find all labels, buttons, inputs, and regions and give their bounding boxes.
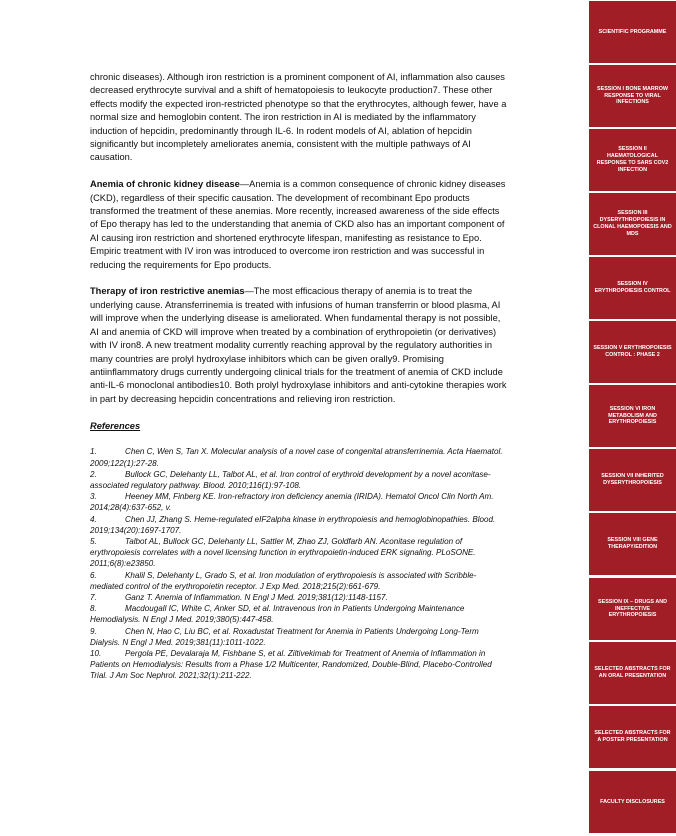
therapy-text: —The most efficacious therapy of anemia is to treat the underlying cause. Atransferrinemia is treated with infusions of human transferrin or blood plasma, AI will improve when the underlying disease is ameliorated. When fundamental therapy is not possible, AI and anemia of CKD will improve when treated by a combination of erythropoietin (or derivatives) with IV iron8. A new treatment modality currently reaching approval by the regulatory authorities in many countries are prolyl hydroxylase inhibitors which can be given orally9. Promising antiinflammatory drugs currently undergoing clinical trials for the treatment of anemia of CKD include anti-IL-6 monoclonal antibodies10. Both prolyl hydroxylase inhibitors and anti-cytokine therapies work in part by decreasing hepcidin concentrations and relieving iron restriction. bbox=[90, 286, 507, 404]
references-heading: References bbox=[90, 420, 141, 431]
reference-item: 10. Pergola PE, Devalaraja M, Fishbane S, et al. Ziltivekimab for Treatment of Anemia of Inflammation in Patients on Hemodialysis: Results from a Phase 1/2 Multicenter, Randomized, Double-Blind, Placebo-Controlled Trial. J Am Soc Nephrol. 2021;32(1):211-222. bbox=[90, 648, 492, 681]
paragraph-therapy bbox=[90, 285, 508, 406]
tab-session-9[interactable]: SESSION IX – DRUGS AND INEFFECTIVE ERYTHROPOIESIS bbox=[589, 578, 676, 640]
reference-item: 7. Ganz T. Anemia of Inflammation. N Engl J Med. 2019;381(12):1148-1157. bbox=[90, 592, 388, 602]
tab-session-4[interactable]: SESSION IV ERYTHROPOIESIS CONTROL bbox=[589, 257, 676, 319]
tab-session-6[interactable]: SESSION VI IRON METABOLISM AND ERYTHROPOIESIS bbox=[589, 385, 676, 447]
reference-item: 5. Talbot AL, Bullock GC, Delehanty LL, Sattler M, Zhao ZJ, Goldfarb AN. Aconitase regulation of erythropoiesis correlates with a novel licensing function in erythropoietin-induced ERK signaling. PLoSONE. 2011;6(8):e23850. bbox=[90, 536, 476, 569]
reference-item: 8. Macdougall IC, White C, Anker SD, et al. Intravenous Iron in Patients Undergoing Maintenance Hemodialysis. N Engl J Med. 2019;380(5):447-458. bbox=[90, 604, 465, 625]
therapy-heading: Therapy of iron restrictive anemias bbox=[90, 286, 245, 297]
tab-poster-abstracts[interactable]: SELECTED ABSTRACTS FOR A POSTER PRESENTATION bbox=[589, 706, 676, 768]
tab-faculty-disclosures[interactable]: FACULTY DISCLOSURES bbox=[589, 771, 676, 833]
tab-session-8[interactable]: SESSION VIII GENE THERAPY/EDITION bbox=[589, 513, 676, 575]
tab-session-3[interactable]: SESSION III DYSERYTHROPOIESIS IN CLONAL HAEMOPOIESIS AND MDS bbox=[589, 193, 676, 255]
tab-session-1[interactable]: SESSION I BONE MARROW RESPONSE TO VIRAL INFECTIONS bbox=[589, 65, 676, 127]
reference-item: 4. Chen JJ, Zhang S. Heme-regulated eIF2alpha kinase in erythropoiesis and hemoglobinopathies. Blood. 2019;134(20):1697-1707. bbox=[90, 514, 496, 535]
tab-session-5[interactable]: SESSION V ERYTHROPOIESIS CONTROL : PHASE 2 bbox=[589, 321, 676, 383]
reference-item: 3. Heeney MM, Finberg KE. Iron-refractory iron deficiency anemia (IRIDA). Hematol Oncol Clin North Am. 2014;28(4):637-652, v. bbox=[90, 492, 494, 513]
reference-item: 1. Chen C, Wen S, Tan X. Molecular analysis of a novel case of congenital atransferrinemia. Acta Haematol. 2009;122(1):27-28. bbox=[90, 447, 503, 468]
sidebar-nav bbox=[589, 0, 676, 836]
main-content bbox=[90, 71, 508, 682]
references-list bbox=[90, 446, 508, 681]
reference-item: 9. Chen N, Hao C, Liu BC, et al. Roxadustat Treatment for Anemia in Patients Undergoing Long-Term Dialysis. N Engl J Med. 2019;381(11):1011-1022. bbox=[90, 626, 479, 647]
ckd-text: —Anemia is a common consequence of chronic kidney diseases (CKD), regardless of their specific causation. The development of recombinant Epo products transformed the treatment of these anemias. More recently, increased awareness of the side effects of Epo therapy has led to the understanding that anemia of CKD also has an important component of AI causing iron restriction and shortened erythrocyte lifespan, manifesting as resistance to Epo. Empiric treatment with IV iron was introduced to overcome iron restriction and was successful in reducing the requirements for Epo products. bbox=[90, 179, 506, 270]
ckd-heading: Anemia of chronic kidney disease bbox=[90, 179, 240, 190]
paragraph-ai: chronic diseases). Although iron restriction is a prominent component of AI, inflammation also causes decreased erythrocyte survival and a shift of hematopoiesis to leukocyte production7. These other effects modify the expected iron-restricted phenotype so that the erythrocytes, although fewer, have a normal size and hemoglobin content. The iron restriction in AI is mediated by the inflammatory induction of hepcidin, predominantly through IL-6. In rodent models of AI, ablation of hepcidin significantly but incompletely ameliorates anemia, consistent with the multiple pathways of AI causation. bbox=[90, 72, 507, 163]
reference-item: 2. Bullock GC, Delehanty LL, Talbot AL, et al. Iron control of erythroid development by a novel aconitase-associated regulatory pathway. Blood. 2010;116(1):97-108. bbox=[90, 469, 491, 490]
paragraph-ckd bbox=[90, 178, 508, 272]
tab-session-2[interactable]: SESSION II HAEMATOLOGICAL RESPONSE TO SARS COV2 INFECTION bbox=[589, 129, 676, 191]
tab-session-7[interactable]: SESSION VII INHERITED DYSERYTHROPOIESIS bbox=[589, 449, 676, 511]
reference-item: 6. Khalil S, Delehanty L, Grado S, et al. Iron modulation of erythropoiesis is associated with Scribble-mediated control of the erythropoietin receptor. J Exp Med. 2018;215(2):661-679. bbox=[90, 570, 477, 591]
tab-scientific-programme[interactable]: SCIENTIFIC PROGRAMME bbox=[589, 1, 676, 63]
tab-oral-abstracts[interactable]: SELECTED ABSTRACTS FOR AN ORAL PRESENTATION bbox=[589, 642, 676, 704]
